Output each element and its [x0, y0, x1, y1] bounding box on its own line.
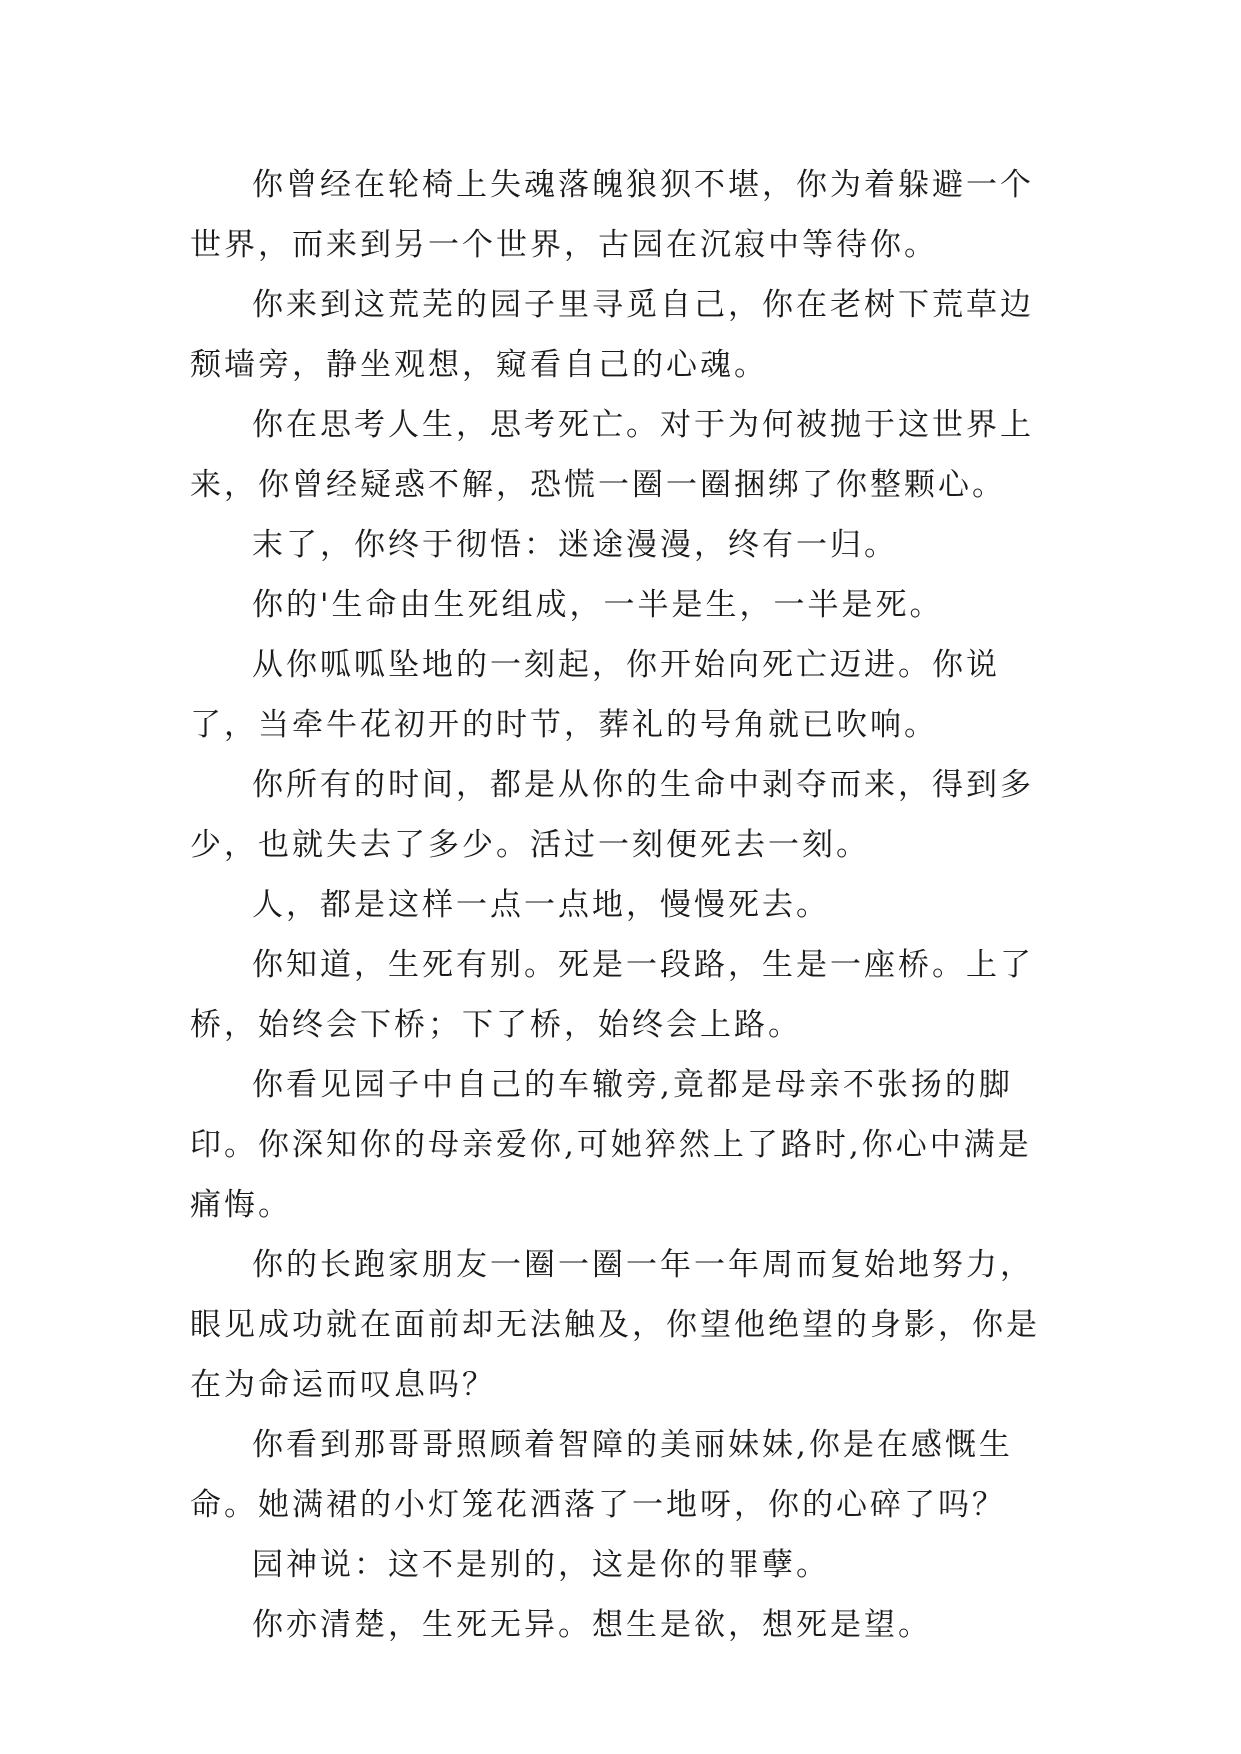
paragraph: 人，都是这样一点一点地，慢慢死去。	[252, 887, 830, 923]
paragraph: 你所有的时间，都是从你的生命中剥夺而来，得到多少，也就失去了多少。活过一刻便死去一刻。	[190, 767, 1034, 863]
paragraph: 你在思考人生，思考死亡。对于为何被抛于这世界上来，你曾经疑惑不解，恐慌一圈一圈捆绑了你整颗心。	[190, 407, 1034, 503]
paragraph: 园神说：这不是别的，这是你的罪孽。	[252, 1547, 830, 1583]
paragraph: 从你呱呱坠地的一刻起，你开始向死亡迈进。你说了，当牵牛花初开的时节，葬礼的号角就已吹响。	[190, 647, 1000, 743]
paragraph: 你知道，生死有别。死是一段路，生是一座桥。上了桥，始终会下桥；下了桥，始终会上路。	[190, 947, 1034, 1043]
paragraph: 你曾经在轮椅上失魂落魄狼狈不堪，你为着躲避一个世界，而来到另一个世界，古园在沉寂中等待你。	[190, 167, 1034, 263]
paragraph: 末了，你终于彻悟：迷途漫漫，终有一归。	[252, 527, 898, 563]
paragraph: 你看见园子中自己的车辙旁,竟都是母亲不张扬的脚印。你深知你的母亲爱你,可她猝然上了路时,你心中满是痛悔。	[190, 1067, 1032, 1223]
paragraph: 你的'生命由生死组成，一半是生，一半是死。	[252, 587, 944, 623]
paragraph: 你看到那哥哥照顾着智障的美丽妹妹,你是在感慨生命。她满裙的小灯笼花洒落了一地呀，你的心碎了吗？	[190, 1427, 1013, 1523]
paragraph: 你的长跑家朋友一圈一圈一年一年周而复始地努力，眼见成功就在面前却无法触及，你望他绝望的身影，你是在为命运而叹息吗？	[190, 1247, 1040, 1403]
document-body	[190, 155, 1060, 1655]
paragraph: 你来到这荒芜的园子里寻觅自己，你在老树下荒草边颓墙旁，静坐观想，窥看自己的心魂。	[190, 287, 1034, 383]
paragraph: 你亦清楚，生死无异。想生是欲，想死是望。	[252, 1607, 932, 1643]
